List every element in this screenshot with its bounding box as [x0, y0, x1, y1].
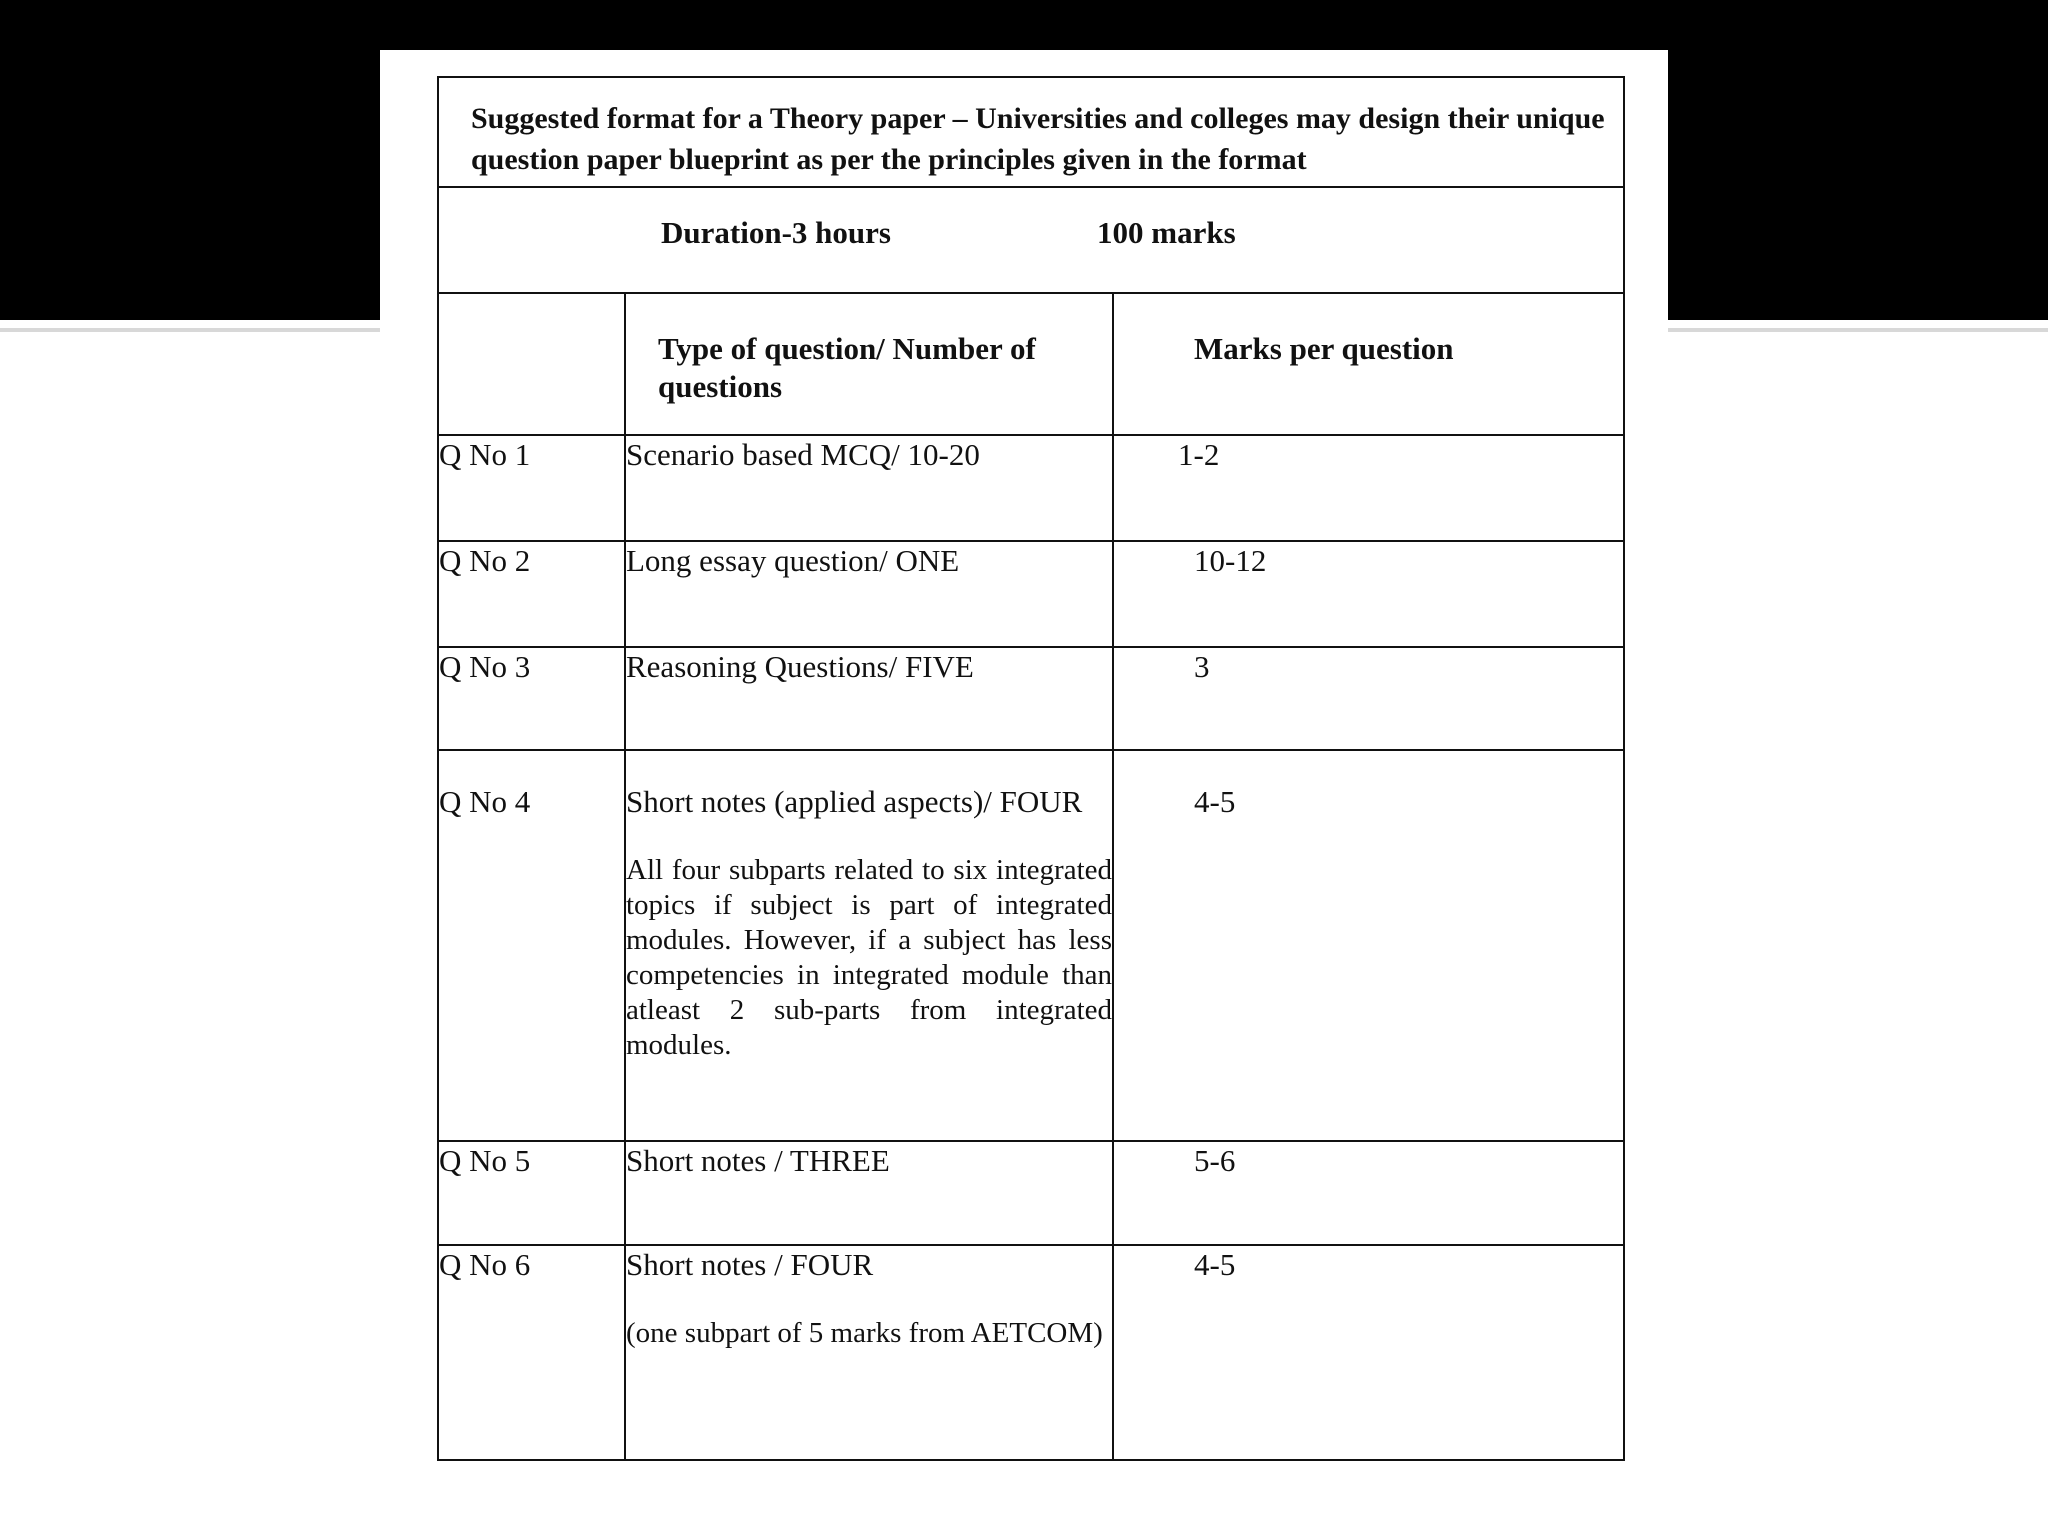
table-row — [438, 1141, 1624, 1245]
question-type: Short notes / THREE — [625, 1141, 1113, 1245]
duration-cell — [438, 187, 1624, 293]
question-marks: 5-6 — [1113, 1141, 1624, 1245]
header-marks-per-question: Marks per question — [1113, 293, 1624, 435]
question-number: Q No 6 — [438, 1245, 625, 1460]
duration-row — [438, 187, 1624, 293]
question-type: Long essay question/ ONE — [625, 541, 1113, 647]
table-row — [438, 1245, 1624, 1460]
header-question-type: Type of question/ Number of questions — [625, 293, 1113, 435]
table-row — [438, 541, 1624, 647]
question-number: Q No 4 — [438, 750, 625, 1141]
header-row — [438, 293, 1624, 435]
question-marks: 10-12 — [1113, 541, 1624, 647]
question-type: Short notes / FOUR — [626, 1247, 874, 1282]
question-marks: 1-2 — [1113, 435, 1624, 541]
duration-text: Duration-3 hours — [661, 215, 891, 250]
table-row — [438, 647, 1624, 750]
question-marks: 4-5 — [1113, 1245, 1624, 1460]
question-type: Scenario based MCQ/ 10-20 — [625, 435, 1113, 541]
question-type: Reasoning Questions/ FIVE — [625, 647, 1113, 750]
table-caption: Suggested format for a Theory paper – Universities and colleges may design their unique question paper blueprint as per the principles given in the format — [438, 77, 1624, 187]
caption-row — [438, 77, 1624, 187]
header-rule-left — [0, 328, 380, 332]
question-paper-format-table — [437, 76, 1625, 1461]
question-type-cell — [625, 1245, 1113, 1460]
question-type: Short notes (applied aspects)/ FOUR — [626, 784, 1083, 819]
question-note: All four subparts related to six integrated topics if subject is part of integrated modules. However, if a subject has less competencies in integrated module than atleast 2 sub-parts from integrated modules. — [626, 854, 1112, 1061]
question-type-cell — [625, 750, 1113, 1141]
question-number: Q No 1 — [438, 435, 625, 541]
question-note: (one subpart of 5 marks from AETCOM) — [626, 1317, 1103, 1349]
question-number: Q No 2 — [438, 541, 625, 647]
question-marks: 4-5 — [1113, 750, 1624, 1141]
question-number: Q No 3 — [438, 647, 625, 750]
question-marks: 3 — [1113, 647, 1624, 750]
total-marks-text: 100 marks — [1097, 215, 1236, 250]
header-empty-cell — [438, 293, 625, 435]
table-row — [438, 435, 1624, 541]
table-row — [438, 750, 1624, 1141]
question-number: Q No 5 — [438, 1141, 625, 1245]
header-rule-right — [1668, 328, 2048, 332]
